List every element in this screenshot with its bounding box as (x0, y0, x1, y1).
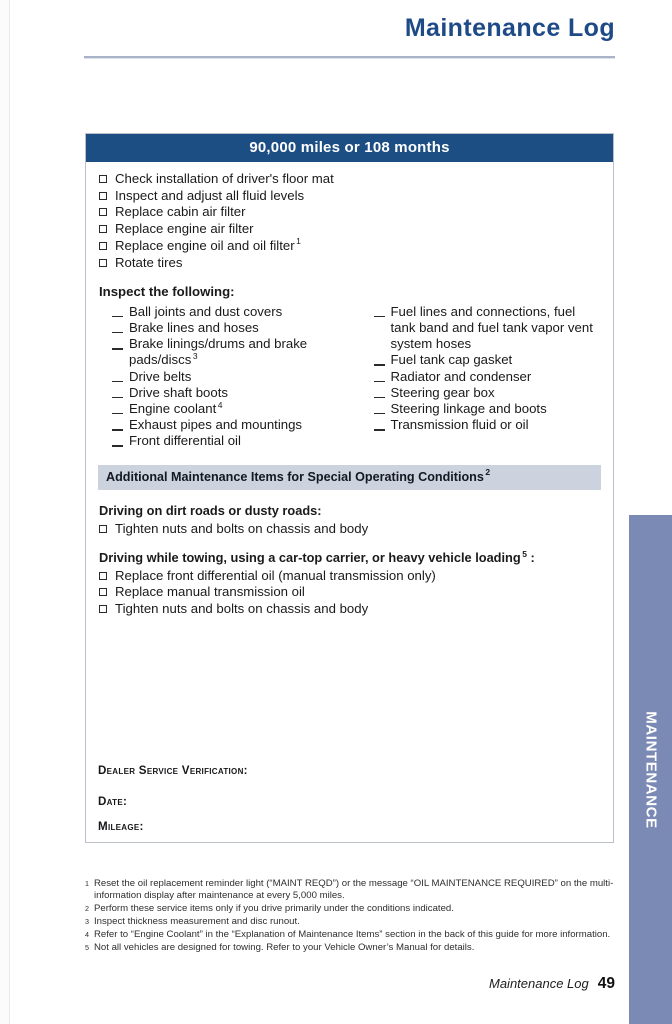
footnote-ref: 4 (217, 399, 223, 410)
inspect-item-label: Brake lines and hoses (129, 319, 259, 335)
footnote (85, 929, 615, 941)
interval-body (86, 162, 613, 617)
condition-item-label: Tighten nuts and bolts on chassis and body (115, 600, 369, 616)
inspect-item-blank[interactable] (112, 348, 123, 350)
inspect-item-blank[interactable] (374, 364, 385, 366)
inspect-list-right (360, 304, 602, 434)
checklist-item-label: Check installation of driver's floor mat (115, 171, 334, 186)
checklist-item[interactable] (98, 221, 601, 237)
checklist-item-label: Replace engine air filter (115, 221, 254, 237)
footnote (85, 903, 615, 915)
dealer-service-verification (98, 764, 498, 833)
interval-title: 90,000 miles or 108 months (86, 134, 613, 162)
page-left-margin-shade (0, 0, 9, 1024)
inspect-columns (98, 304, 601, 450)
additional-items-banner (98, 465, 601, 490)
inspect-item-label: Steering gear box (390, 384, 495, 400)
condition-item-label: Replace front differential oil (manual transmission only) (115, 567, 436, 583)
inspect-item-label: Brake linings/drums and brake pads/discs $^3$ (129, 336, 308, 368)
inspect-item-blank[interactable] (374, 316, 385, 318)
footnote (85, 916, 615, 928)
checkbox[interactable] (99, 175, 107, 183)
condition-block-dirt-roads (98, 503, 601, 537)
footer-section-name: Maintenance Log (489, 976, 589, 991)
footnotes-block (85, 878, 615, 955)
inspect-item[interactable] (98, 369, 350, 385)
checklist-item-label: Replace engine oil and oil filter $^1$ (115, 236, 301, 253)
condition-heading-towing-footnote-ref: 5 (522, 548, 527, 559)
inspect-item-label: Fuel tank cap gasket (390, 352, 513, 368)
inspect-item-label: Front differential oil (129, 433, 241, 449)
section-tab-maintenance (629, 515, 672, 1024)
checkbox[interactable] (99, 259, 107, 267)
checklist-item-label: Replace cabin air filter (115, 204, 246, 220)
inspect-item[interactable] (98, 336, 350, 368)
footnote-text: Reset the oil replacement reminder light (“MAINT REQD”) or the message “OIL MAINTENANCE REQUIRED” on the multi-information display after maintenance at every 5,000 miles. (94, 878, 614, 901)
inspect-item[interactable] (360, 385, 602, 401)
inspect-item-label: Ball joints and dust covers (129, 303, 283, 319)
footnote (85, 942, 615, 954)
inspect-column-right (350, 304, 602, 450)
inspect-item-blank[interactable] (112, 332, 123, 334)
dealer-verification-label: Dealer Service Verification: (98, 764, 248, 777)
document-header (84, 16, 615, 41)
footnote-text: Not all vehicles are designed for towing. Refer to your Vehicle Owner’s Manual for details. (94, 941, 475, 953)
inspect-item-label: Transmission fluid or oil (390, 417, 529, 433)
inspect-item[interactable] (360, 401, 602, 417)
inspect-item-label: Exhaust pipes and mountings (129, 417, 303, 433)
dealer-mileage-label: Mileage: (98, 820, 144, 833)
page-left-edge-rule (9, 0, 10, 1024)
footnote-number: 1 (85, 879, 89, 888)
service-checklist (98, 171, 601, 271)
checklist-item[interactable] (98, 255, 601, 271)
condition-item-label: Replace manual transmission oil (115, 584, 305, 600)
footnote-text: Refer to “Engine Coolant” in the “Explanation of Maintenance Items” section in the back of this guide for more information. (94, 928, 611, 940)
checklist-item[interactable] (98, 238, 601, 254)
checklist-item-label: Rotate tires (115, 254, 183, 270)
inspect-item[interactable] (360, 417, 602, 433)
condition-block-towing (98, 550, 601, 617)
footnote-number: 4 (85, 929, 89, 939)
maintenance-interval-box (85, 133, 614, 843)
inspect-item-blank[interactable] (112, 316, 123, 318)
footer-page-number: 49 (597, 975, 615, 992)
inspect-list-left (98, 304, 350, 450)
inspect-item[interactable] (98, 304, 350, 320)
inspect-item[interactable] (98, 433, 350, 449)
condition-list-towing (98, 568, 601, 617)
checklist-item[interactable] (98, 188, 601, 204)
condition-item-label: Tighten nuts and bolts on chassis and body (115, 520, 369, 536)
inspect-column-left (98, 304, 350, 450)
condition-item[interactable] (98, 584, 601, 600)
inspect-item[interactable] (98, 401, 350, 417)
condition-heading-dirt-roads: Driving on dirt roads or dusty roads: (99, 502, 322, 518)
inspect-item-label: Engine coolant $^4$ (129, 399, 223, 416)
inspect-item-blank[interactable] (374, 429, 385, 431)
header-rule-secondary (84, 58, 615, 59)
inspect-item-blank[interactable] (112, 397, 123, 399)
footnote-number: 2 (85, 903, 89, 913)
inspect-item-blank[interactable] (112, 413, 123, 415)
inspect-item[interactable] (360, 304, 602, 353)
inspect-item-blank[interactable] (112, 445, 123, 447)
footnote (85, 878, 615, 901)
footnote-ref: 1 (296, 236, 301, 247)
inspect-item[interactable] (98, 385, 350, 401)
page-footer (85, 975, 615, 993)
footnote-text: Inspect thickness measurement and disc runout. (94, 915, 300, 927)
checkbox[interactable] (99, 242, 107, 250)
additional-items-banner-footnote-ref: 2 (485, 467, 491, 478)
checkbox[interactable] (99, 208, 107, 216)
inspect-item-blank[interactable] (374, 413, 385, 415)
footnote-number: 3 (85, 916, 89, 926)
additional-items-banner-text: Additional Maintenance Items for Special Operating Conditions (106, 469, 484, 484)
page-title: Maintenance Log (404, 14, 615, 42)
checkbox[interactable] (99, 192, 107, 200)
inspect-item[interactable] (98, 320, 350, 336)
inspect-item-label: Fuel lines and connections, fuel tank band and fuel tank vapor vent system hoses (390, 303, 593, 352)
footnote-ref: 3 (192, 350, 198, 361)
checkbox[interactable] (99, 572, 107, 580)
footnote-number: 5 (85, 942, 89, 952)
condition-list-dirt-roads (98, 521, 601, 537)
inspect-item-blank[interactable] (374, 381, 385, 383)
checkbox[interactable] (99, 588, 107, 596)
inspect-item-label: Drive belts (129, 368, 192, 384)
checkbox[interactable] (99, 525, 107, 533)
condition-item[interactable] (98, 601, 601, 617)
section-tab-label: MAINTENANCE (642, 710, 659, 829)
inspect-item-label: Radiator and condenser (390, 368, 532, 384)
condition-heading-towing (99, 550, 601, 565)
inspect-item[interactable] (360, 369, 602, 385)
checklist-item[interactable] (98, 171, 601, 187)
condition-heading-towing-text: Driving while towing, using a car-top carrier, or heavy vehicle loading (99, 549, 521, 565)
checklist-item-label: Inspect and adjust all fluid levels (115, 187, 305, 203)
inspect-item-blank[interactable] (112, 429, 123, 431)
inspect-item-blank[interactable] (374, 397, 385, 399)
condition-item[interactable] (98, 521, 601, 537)
checkbox[interactable] (99, 225, 107, 233)
checklist-item[interactable] (98, 204, 601, 220)
inspect-item-label: Steering linkage and boots (390, 400, 547, 416)
footnote-text: Perform these service items only if you drive primarily under the conditions indicated. (94, 902, 454, 914)
dealer-date-label: Date: (98, 795, 128, 808)
condition-heading-towing-suffix: : (526, 549, 535, 565)
inspect-item[interactable] (98, 417, 350, 433)
inspect-item-label: Drive shaft boots (129, 384, 228, 400)
condition-item[interactable] (98, 568, 601, 584)
inspect-heading: Inspect the following: (99, 283, 235, 299)
checkbox[interactable] (99, 605, 107, 613)
inspect-item-blank[interactable] (112, 381, 123, 383)
inspect-item[interactable] (360, 352, 602, 368)
